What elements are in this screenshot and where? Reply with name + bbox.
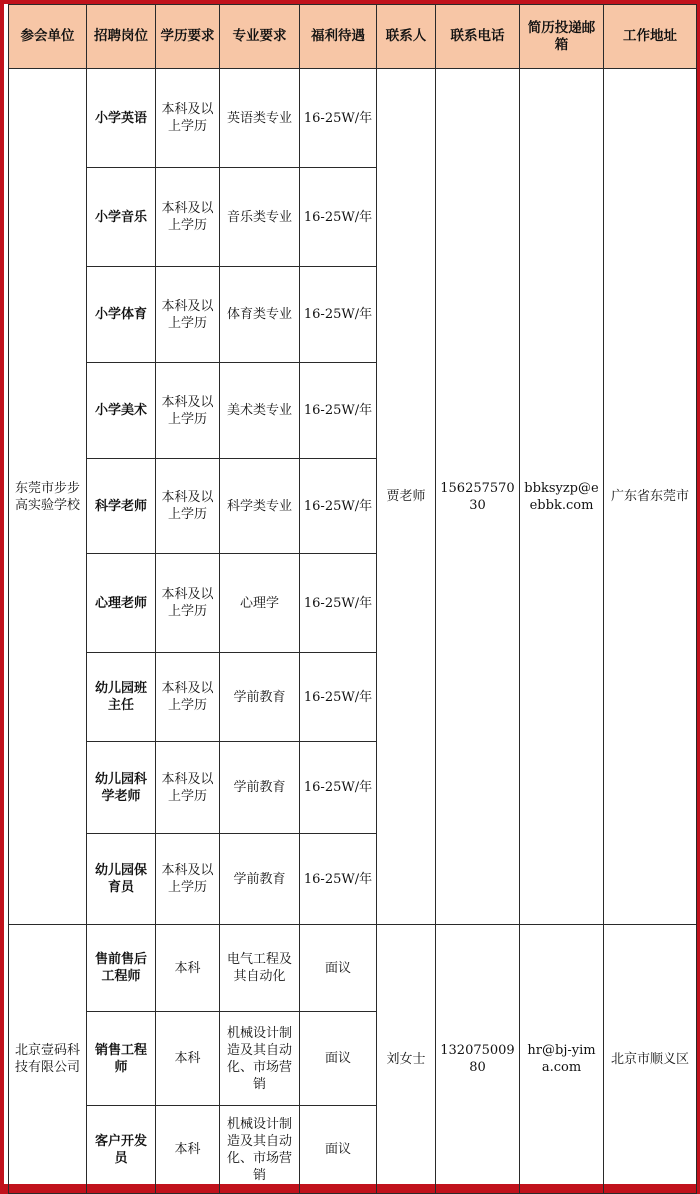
position-title-cell: 小学美术 xyxy=(87,363,156,459)
education-cell: 本科 xyxy=(156,1106,220,1194)
education-cell: 本科及以上学历 xyxy=(156,267,220,363)
education-cell: 本科及以上学历 xyxy=(156,363,220,459)
employer-name-cell: 东莞市步步高实验学校 xyxy=(9,69,87,925)
education-cell: 本科及以上学历 xyxy=(156,168,220,267)
benefit-cell: 16-25W/年 xyxy=(300,363,377,459)
header-position: 招聘岗位 xyxy=(87,5,156,69)
phone-cell: 13207500980 xyxy=(436,925,520,1194)
major-cell: 机械设计制造及其自动化、市场营销 xyxy=(220,1106,300,1194)
contact-cell: 贾老师 xyxy=(377,69,436,925)
benefit-cell: 16-25W/年 xyxy=(300,69,377,168)
email-cell: hr@bj-yima.com xyxy=(520,925,604,1194)
major-cell: 音乐类专业 xyxy=(220,168,300,267)
benefit-cell: 面议 xyxy=(300,1106,377,1194)
major-cell: 电气工程及其自动化 xyxy=(220,925,300,1012)
benefit-cell: 16-25W/年 xyxy=(300,554,377,653)
position-title-cell: 幼儿园科学老师 xyxy=(87,742,156,834)
header-education: 学历要求 xyxy=(156,5,220,69)
position-title-cell: 小学英语 xyxy=(87,69,156,168)
phone-cell: 15625757030 xyxy=(436,69,520,925)
page-frame xyxy=(4,4,696,1184)
employer-name-cell: 北京壹码科技有限公司 xyxy=(9,925,87,1194)
position-title-cell: 幼儿园保育员 xyxy=(87,834,156,925)
position-title-cell: 销售工程师 xyxy=(87,1012,156,1106)
education-cell: 本科及以上学历 xyxy=(156,459,220,554)
benefit-cell: 16-25W/年 xyxy=(300,742,377,834)
education-cell: 本科 xyxy=(156,925,220,1012)
table-header-row xyxy=(9,5,697,69)
position-title-cell: 小学音乐 xyxy=(87,168,156,267)
position-title-cell: 科学老师 xyxy=(87,459,156,554)
table-row xyxy=(9,925,697,1012)
major-cell: 学前教育 xyxy=(220,742,300,834)
header-phone: 联系电话 xyxy=(436,5,520,69)
education-cell: 本科及以上学历 xyxy=(156,69,220,168)
table-row xyxy=(9,69,697,168)
education-cell: 本科及以上学历 xyxy=(156,653,220,742)
address-cell: 北京市顺义区 xyxy=(604,925,697,1194)
education-cell: 本科及以上学历 xyxy=(156,834,220,925)
address-cell: 广东省东莞市 xyxy=(604,69,697,925)
contact-cell: 刘女士 xyxy=(377,925,436,1194)
benefit-cell: 16-25W/年 xyxy=(300,459,377,554)
major-cell: 英语类专业 xyxy=(220,69,300,168)
major-cell: 体育类专业 xyxy=(220,267,300,363)
email-cell: bbksyzp@eebbk.com xyxy=(520,69,604,925)
position-title-cell: 幼儿园班主任 xyxy=(87,653,156,742)
position-title-cell: 心理老师 xyxy=(87,554,156,653)
major-cell: 科学类专业 xyxy=(220,459,300,554)
header-address: 工作地址 xyxy=(604,5,697,69)
header-contact: 联系人 xyxy=(377,5,436,69)
major-cell: 心理学 xyxy=(220,554,300,653)
benefit-cell: 面议 xyxy=(300,925,377,1012)
major-cell: 学前教育 xyxy=(220,834,300,925)
header-benefit: 福利待遇 xyxy=(300,5,377,69)
header-major: 专业要求 xyxy=(220,5,300,69)
major-cell: 学前教育 xyxy=(220,653,300,742)
position-title-cell: 售前售后工程师 xyxy=(87,925,156,1012)
major-cell: 美术类专业 xyxy=(220,363,300,459)
header-email: 简历投递邮箱 xyxy=(520,5,604,69)
position-title-cell: 小学体育 xyxy=(87,267,156,363)
recruitment-table xyxy=(8,4,697,1194)
benefit-cell: 面议 xyxy=(300,1012,377,1106)
benefit-cell: 16-25W/年 xyxy=(300,267,377,363)
education-cell: 本科 xyxy=(156,1012,220,1106)
benefit-cell: 16-25W/年 xyxy=(300,653,377,742)
benefit-cell: 16-25W/年 xyxy=(300,834,377,925)
table-body xyxy=(9,69,697,1194)
header-employer: 参会单位 xyxy=(9,5,87,69)
position-title-cell: 客户开发员 xyxy=(87,1106,156,1194)
major-cell: 机械设计制造及其自动化、市场营销 xyxy=(220,1012,300,1106)
education-cell: 本科及以上学历 xyxy=(156,742,220,834)
education-cell: 本科及以上学历 xyxy=(156,554,220,653)
benefit-cell: 16-25W/年 xyxy=(300,168,377,267)
